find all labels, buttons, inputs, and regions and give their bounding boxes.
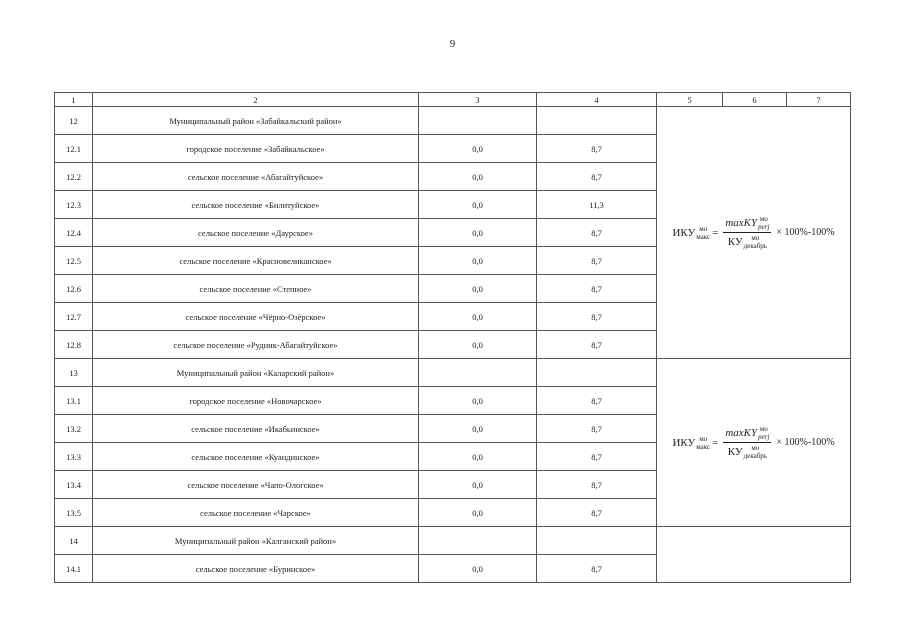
empty-cell [419, 527, 537, 555]
group-number: 12 [55, 107, 93, 135]
settlement-name: сельское поселение «Чёрно-Озёрское» [93, 303, 419, 331]
formula-denominator-sub: декабрь [743, 242, 767, 250]
value-col3: 0,0 [419, 499, 537, 527]
row-number: 12.2 [55, 163, 93, 191]
value-col3: 0,0 [419, 443, 537, 471]
group-number: 14 [55, 527, 93, 555]
formula-lhs-sub: макс [696, 442, 711, 451]
group-row [55, 107, 851, 135]
formula-denominator-text: КУ [727, 446, 743, 458]
formula-numerator-text: maxKY [725, 217, 758, 229]
formula-numerator-sup: мо [759, 215, 768, 223]
row-number: 13.3 [55, 443, 93, 471]
row-number: 12.6 [55, 275, 93, 303]
value-col3: 0,0 [419, 163, 537, 191]
header-cell: 3 [419, 93, 537, 107]
value-col3: 0,0 [419, 275, 537, 303]
settlement-name: сельское поселение «Абагайтуйское» [93, 163, 419, 191]
row-number: 12.8 [55, 331, 93, 359]
row-number: 12.4 [55, 219, 93, 247]
formula-lhs-indices [696, 435, 710, 451]
row-number: 13.1 [55, 387, 93, 415]
formula-numerator-sub: perj [758, 223, 770, 231]
value-col3: 0,0 [419, 415, 537, 443]
formula-lhs: ИКУ [672, 436, 696, 449]
formula-cell [657, 107, 851, 359]
empty-cell [419, 359, 537, 387]
formula-numerator-text: maxKY [725, 427, 758, 439]
value-col4: 8,7 [537, 135, 657, 163]
formula-denominator-indices [744, 444, 767, 460]
settlement-name: сельское поселение «Рудник-Абагайтуйское» [93, 331, 419, 359]
formula-numerator-sub: perj [758, 433, 770, 441]
formula-fraction [723, 215, 771, 250]
header-cell: 4 [537, 93, 657, 107]
group-title: Муниципальный район «Забайкальский район» [93, 107, 419, 135]
formula-denominator [726, 443, 769, 460]
row-number: 14.1 [55, 555, 93, 583]
formula-fraction [723, 425, 771, 460]
value-col4: 8,7 [537, 219, 657, 247]
formula-equals: = [712, 226, 719, 239]
header-cell: 6 [723, 93, 787, 107]
header-row [55, 93, 851, 107]
formula-lhs-sup: мо [699, 434, 708, 443]
group-row [55, 527, 851, 555]
formula-lhs-indices [696, 225, 710, 241]
iku-formula [672, 425, 834, 460]
empty-cell [419, 107, 537, 135]
value-col4: 8,7 [537, 471, 657, 499]
settlement-name: сельское поселение «Чапо-Ологское» [93, 471, 419, 499]
value-col4: 8,7 [537, 443, 657, 471]
formula-lhs: ИКУ [672, 226, 696, 239]
header-cell: 5 [657, 93, 723, 107]
settlement-name: сельское поселение «Чарское» [93, 499, 419, 527]
group-row [55, 359, 851, 387]
row-number: 12.3 [55, 191, 93, 219]
empty-cell [537, 527, 657, 555]
settlement-name: сельское поселение «Билитуйское» [93, 191, 419, 219]
settlement-name: сельское поселение «Даурское» [93, 219, 419, 247]
formula-numerator-indices [758, 215, 769, 231]
formula-cell [657, 359, 851, 527]
header-cell: 1 [55, 93, 93, 107]
value-col3: 0,0 [419, 555, 537, 583]
value-col3: 0,0 [419, 471, 537, 499]
value-col3: 0,0 [419, 135, 537, 163]
row-number: 13.2 [55, 415, 93, 443]
formula-lhs-sup: мо [699, 224, 708, 233]
formula-rhs: × 100%-100% [776, 437, 835, 448]
empty-cell [537, 359, 657, 387]
tariff-table [54, 92, 851, 583]
formula-denominator-sup: мо [751, 234, 760, 242]
settlement-name: сельское поселение «Буринское» [93, 555, 419, 583]
empty-cell [537, 107, 657, 135]
value-col4: 8,7 [537, 331, 657, 359]
settlement-name: городское поселение «Новочарское» [93, 387, 419, 415]
formula-equals: = [712, 436, 719, 449]
formula-numerator-sup: мо [759, 425, 768, 433]
row-number: 13.4 [55, 471, 93, 499]
settlement-name: городское поселение «Забайкальское» [93, 135, 419, 163]
page-number: 9 [449, 38, 456, 50]
value-col4: 8,7 [537, 247, 657, 275]
row-number: 12.5 [55, 247, 93, 275]
iku-formula [672, 215, 834, 250]
value-col4: 11,3 [537, 191, 657, 219]
header-cell: 7 [787, 93, 851, 107]
value-col4: 8,7 [537, 387, 657, 415]
value-col4: 8,7 [537, 499, 657, 527]
value-col4: 8,7 [537, 303, 657, 331]
formula-numerator-indices [758, 425, 769, 441]
group-number: 13 [55, 359, 93, 387]
formula-numerator [723, 425, 771, 443]
value-col3: 0,0 [419, 191, 537, 219]
value-col4: 8,7 [537, 555, 657, 583]
formula-lhs-sub: макс [696, 232, 711, 241]
formula-denominator-indices [744, 234, 767, 250]
value-col3: 0,0 [419, 331, 537, 359]
header-cell: 2 [93, 93, 419, 107]
value-col3: 0,0 [419, 387, 537, 415]
row-number: 12.1 [55, 135, 93, 163]
value-col4: 8,7 [537, 415, 657, 443]
settlement-name: сельское поселение «Икабьинское» [93, 415, 419, 443]
settlement-name: сельское поселение «Красновеликанское» [93, 247, 419, 275]
value-col3: 0,0 [419, 219, 537, 247]
formula-denominator-sub: декабрь [743, 452, 767, 460]
group-title: Муниципальный район «Калганский район» [93, 527, 419, 555]
formula-denominator-text: КУ [727, 236, 743, 248]
settlement-name: сельское поселение «Степное» [93, 275, 419, 303]
formula-rhs: × 100%-100% [776, 227, 835, 238]
value-col4: 8,7 [537, 163, 657, 191]
row-number: 12.7 [55, 303, 93, 331]
settlement-name: сельское поселение «Куандинское» [93, 443, 419, 471]
value-col4: 8,7 [537, 275, 657, 303]
formula-numerator [723, 215, 771, 233]
formula-denominator [726, 233, 769, 250]
formula-cell [657, 527, 851, 583]
value-col3: 0,0 [419, 303, 537, 331]
group-title: Муниципальный район «Каларский район» [93, 359, 419, 387]
value-col3: 0,0 [419, 247, 537, 275]
row-number: 13.5 [55, 499, 93, 527]
formula-denominator-sup: мо [751, 444, 760, 452]
